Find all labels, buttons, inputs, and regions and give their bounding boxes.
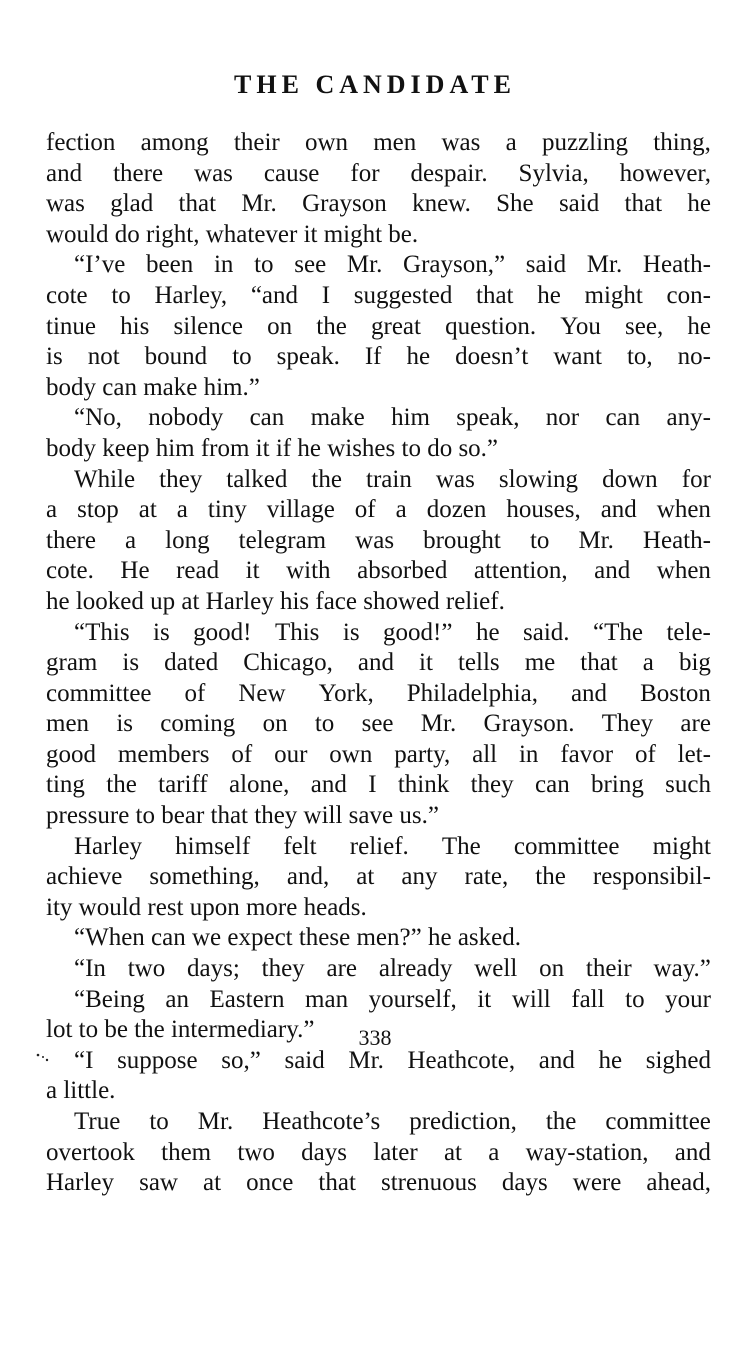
text-line: fection among their own men was a puzzling thing, (46, 129, 711, 156)
text-line: tinue his silence on the great question. You see, he (46, 312, 711, 340)
text-line: ting the tariff alone, and I think they can bring such (46, 771, 711, 799)
text-line: pressure to bear that they will save us.” (46, 802, 439, 830)
text-line: he looked up at Harley his face showed relief. (46, 587, 505, 615)
text-line: gram is dated Chicago, and it tells me that a big (46, 649, 711, 677)
page-number: 338 (358, 1025, 392, 1050)
text-line: “I suppose so,” said Mr. Heathcote, and he sighed (74, 1046, 711, 1074)
text-line: overtook them two days later at a way-station, and (46, 1138, 711, 1166)
running-head: THE CANDIDATE (234, 70, 516, 99)
text-line: good members of our own party, all in favor of let- (46, 740, 711, 768)
text-line: a stop at a tiny village of a dozen houses, and when (46, 496, 711, 524)
text-line: Harley himself felt relief. The committee might (74, 832, 711, 860)
text-line: “This is good! This is good!” he said. “The tele- (74, 618, 711, 646)
text-line: “Being an Eastern man yourself, it will fall to your (74, 985, 711, 1013)
text-line: ity would rest upon more heads. (46, 893, 367, 921)
text-line: there a long telegram was brought to Mr. Heath- (46, 526, 711, 554)
text-line: cote. He read it with absorbed attention, and when (46, 557, 711, 585)
print-speck (36, 1052, 50, 1062)
text-line: “I’ve been in to see Mr. Grayson,” said Mr. Heath- (74, 251, 711, 279)
text-line: While they talked the train was slowing down for (74, 465, 711, 493)
text-line: “In two days; they are already well on their way.” (74, 955, 711, 983)
text-line: “No, nobody can make him speak, nor can any- (74, 404, 711, 432)
text-line: would do right, whatever it might be. (46, 220, 419, 248)
text-line: achieve something, and, at any rate, the responsibil- (46, 863, 711, 891)
text-line: was glad that Mr. Grayson knew. She said that he (46, 190, 711, 218)
text-line: lot to be the intermediary.” (46, 1016, 315, 1044)
text-line: “When can we expect these men?” he asked. (74, 924, 521, 952)
text-line: a little. (46, 1077, 116, 1105)
text-line: men is coming on to see Mr. Grayson. They are (46, 710, 711, 738)
text-line: Harley saw at once that strenuous days were ahead, (46, 1169, 711, 1197)
text-line: and there was cause for despair. Sylvia, however, (46, 159, 711, 187)
text-line: committee of New York, Philadelphia, and Boston (46, 679, 711, 707)
text-line: True to Mr. Heathcote’s prediction, the committee (74, 1108, 711, 1135)
text-line: cote to Harley, “and I suggested that he might con- (46, 281, 711, 309)
text-line: body can make him.” (46, 373, 260, 401)
text-line: body keep him from it if he wishes to do so.” (46, 434, 499, 462)
text-line: is not bound to speak. If he doesn’t want to, no- (46, 343, 711, 371)
